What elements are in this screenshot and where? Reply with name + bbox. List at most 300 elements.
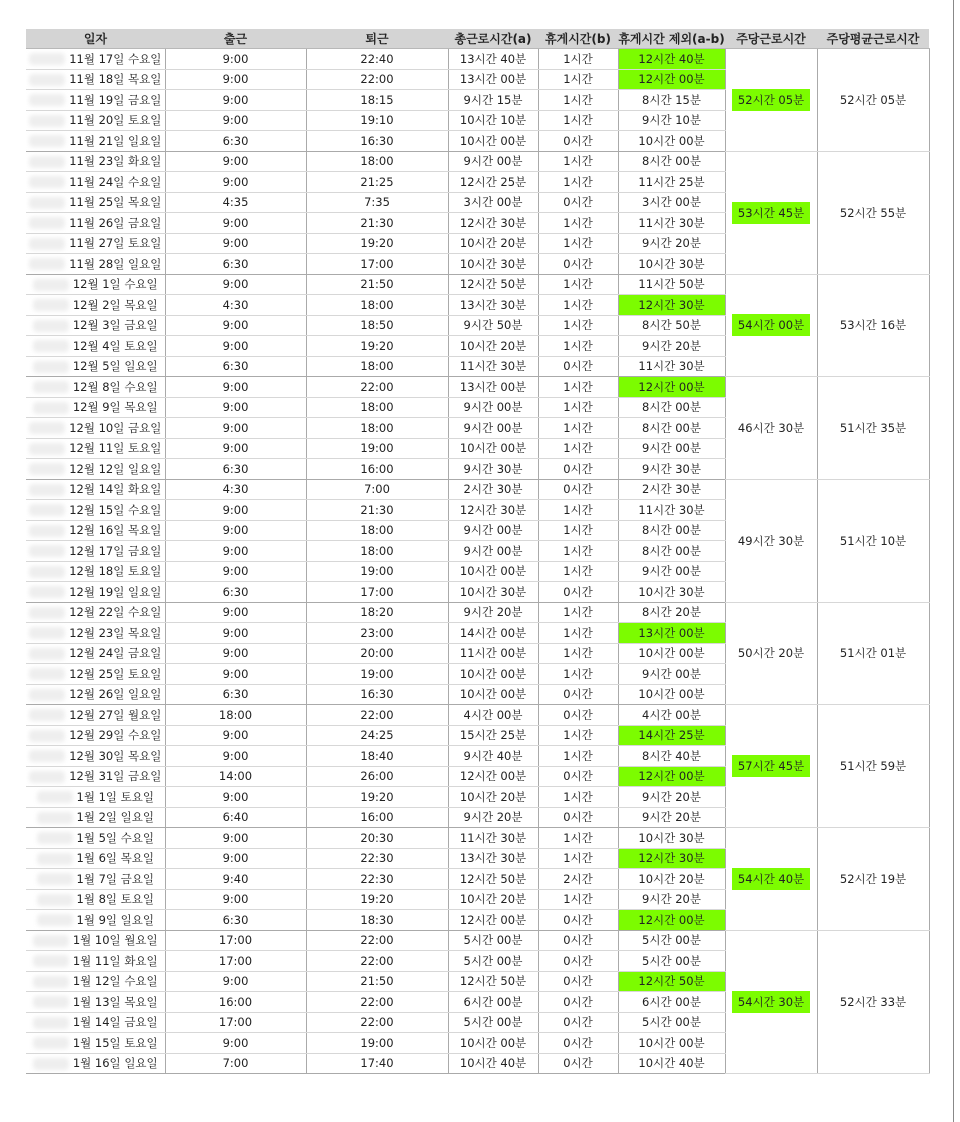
net-hours-cell: 12시간 30분 xyxy=(618,295,725,316)
date-text: 12월 1일 수요일 xyxy=(72,277,158,292)
total-hours-cell: 9시간 00분 xyxy=(448,418,538,439)
clock-out-cell: 22:00 xyxy=(306,69,448,90)
clock-out-cell: 21:25 xyxy=(306,172,448,193)
clock-out-cell: 17:00 xyxy=(306,582,448,603)
break-hours-cell: 2시간 xyxy=(538,869,618,890)
total-hours-cell: 12시간 50분 xyxy=(448,274,538,295)
clock-out-cell: 24:25 xyxy=(306,725,448,746)
clock-out-cell: 19:20 xyxy=(306,787,448,808)
total-hours-cell: 10시간 00분 xyxy=(448,561,538,582)
clock-out-cell: 22:00 xyxy=(306,705,448,726)
clock-out-cell: 19:20 xyxy=(306,889,448,910)
clock-out-cell: 20:30 xyxy=(306,828,448,849)
break-hours-cell: 0시간 xyxy=(538,930,618,951)
break-hours-cell: 0시간 xyxy=(538,807,618,828)
redacted-blur xyxy=(33,935,69,947)
date-cell xyxy=(26,377,165,398)
date-text: 12월 26일 일요일 xyxy=(69,687,162,702)
date-text: 1월 11일 화요일 xyxy=(72,953,158,968)
net-hours-cell: 12시간 40분 xyxy=(618,49,725,70)
date-text: 1월 12일 수요일 xyxy=(72,974,158,989)
net-hours-cell: 9시간 20분 xyxy=(618,787,725,808)
net-hours-cell: 10시간 30분 xyxy=(618,254,725,275)
date-text: 1월 2일 일요일 xyxy=(76,810,154,825)
clock-in-cell: 9:00 xyxy=(165,315,306,336)
redacted-blur xyxy=(29,545,65,557)
page-edge-line xyxy=(953,0,954,1122)
date-text: 12월 24일 금요일 xyxy=(69,646,162,661)
clock-in-cell: 9:00 xyxy=(165,848,306,869)
clock-in-cell: 9:00 xyxy=(165,500,306,521)
net-hours-cell: 9시간 10분 xyxy=(618,110,725,131)
clock-in-cell: 6:30 xyxy=(165,910,306,931)
date-cell xyxy=(26,541,165,562)
clock-in-cell: 9:00 xyxy=(165,643,306,664)
clock-in-cell: 9:40 xyxy=(165,869,306,890)
break-hours-cell: 1시간 xyxy=(538,315,618,336)
redacted-blur xyxy=(37,853,73,865)
clock-out-cell: 18:00 xyxy=(306,541,448,562)
net-hours-cell: 11시간 30분 xyxy=(618,213,725,234)
date-cell xyxy=(26,151,165,172)
total-hours-cell: 12시간 30분 xyxy=(448,213,538,234)
header-break: 휴게시간(b) xyxy=(538,29,618,49)
redacted-blur xyxy=(29,422,65,434)
net-hours-cell: 11시간 25분 xyxy=(618,172,725,193)
clock-out-cell: 19:10 xyxy=(306,110,448,131)
header-clock-in: 출근 xyxy=(165,29,306,49)
redacted-blur xyxy=(33,381,69,393)
break-hours-cell: 1시간 xyxy=(538,397,618,418)
break-hours-cell: 0시간 xyxy=(538,951,618,972)
table-row xyxy=(26,705,929,726)
weekly-hours-value: 50시간 20분 xyxy=(737,646,805,661)
redacted-blur xyxy=(29,443,65,455)
date-text: 1월 9일 일요일 xyxy=(76,912,154,927)
date-cell xyxy=(26,418,165,439)
date-text: 1월 16일 일요일 xyxy=(72,1056,158,1071)
date-text: 12월 2일 목요일 xyxy=(72,297,158,312)
clock-in-cell: 9:00 xyxy=(165,541,306,562)
clock-in-cell: 9:00 xyxy=(165,520,306,541)
total-hours-cell: 13시간 40분 xyxy=(448,49,538,70)
clock-out-cell: 18:00 xyxy=(306,356,448,377)
net-hours-cell: 3시간 00분 xyxy=(618,192,725,213)
net-hours-cell: 8시간 00분 xyxy=(618,418,725,439)
date-text: 1월 1일 토요일 xyxy=(76,789,154,804)
weekly-hours-value: 54시간 30분 xyxy=(732,991,810,1013)
clock-in-cell: 9:00 xyxy=(165,602,306,623)
clock-out-cell: 20:00 xyxy=(306,643,448,664)
redacted-blur xyxy=(29,115,65,127)
break-hours-cell: 1시간 xyxy=(538,848,618,869)
weekly-hours-cell xyxy=(725,377,817,480)
weekly-hours-cell xyxy=(725,930,817,1074)
net-hours-cell: 11시간 50분 xyxy=(618,274,725,295)
total-hours-cell: 9시간 00분 xyxy=(448,541,538,562)
date-text: 12월 9일 목요일 xyxy=(72,400,158,415)
work-hours-table xyxy=(26,29,930,1074)
redacted-blur xyxy=(29,730,65,742)
break-hours-cell: 0시간 xyxy=(538,1012,618,1033)
clock-in-cell: 7:00 xyxy=(165,1053,306,1074)
total-hours-cell: 9시간 20분 xyxy=(448,807,538,828)
clock-out-cell: 17:00 xyxy=(306,254,448,275)
total-hours-cell: 9시간 00분 xyxy=(448,397,538,418)
total-hours-cell: 9시간 40분 xyxy=(448,746,538,767)
date-cell xyxy=(26,828,165,849)
date-text: 12월 14일 화요일 xyxy=(69,482,162,497)
date-cell xyxy=(26,684,165,705)
weekly-average-cell: 51시간 59분 xyxy=(817,705,929,828)
weekly-hours-value: 46시간 30분 xyxy=(737,420,805,435)
clock-in-cell: 9:00 xyxy=(165,787,306,808)
net-hours-cell: 12시간 00분 xyxy=(618,377,725,398)
net-hours-cell: 8시간 00분 xyxy=(618,520,725,541)
date-cell xyxy=(26,664,165,685)
clock-in-cell: 9:00 xyxy=(165,1033,306,1054)
redacted-blur xyxy=(33,361,69,373)
net-hours-cell: 12시간 00분 xyxy=(618,910,725,931)
date-cell xyxy=(26,1053,165,1074)
date-cell xyxy=(26,479,165,500)
clock-in-cell: 9:00 xyxy=(165,110,306,131)
clock-in-cell: 18:00 xyxy=(165,705,306,726)
date-text: 11월 18일 목요일 xyxy=(69,72,162,87)
date-text: 12월 3일 금요일 xyxy=(72,318,158,333)
weekly-hours-cell xyxy=(725,602,817,705)
date-text: 12월 22일 수요일 xyxy=(69,605,162,620)
break-hours-cell: 0시간 xyxy=(538,582,618,603)
date-text: 12월 17일 금요일 xyxy=(69,543,162,558)
clock-out-cell: 22:00 xyxy=(306,992,448,1013)
clock-in-cell: 14:00 xyxy=(165,766,306,787)
clock-in-cell: 9:00 xyxy=(165,274,306,295)
date-cell xyxy=(26,623,165,644)
header-clock-out: 퇴근 xyxy=(306,29,448,49)
redacted-blur xyxy=(29,566,65,578)
total-hours-cell: 11시간 00분 xyxy=(448,643,538,664)
break-hours-cell: 1시간 xyxy=(538,172,618,193)
break-hours-cell: 0시간 xyxy=(538,356,618,377)
clock-out-cell: 22:00 xyxy=(306,951,448,972)
total-hours-cell: 13시간 30분 xyxy=(448,848,538,869)
date-cell xyxy=(26,438,165,459)
clock-out-cell: 18:20 xyxy=(306,602,448,623)
clock-in-cell: 16:00 xyxy=(165,992,306,1013)
weekly-hours-value: 54시간 40분 xyxy=(732,868,810,890)
total-hours-cell: 10시간 30분 xyxy=(448,582,538,603)
total-hours-cell: 9시간 00분 xyxy=(448,520,538,541)
break-hours-cell: 1시간 xyxy=(538,541,618,562)
date-text: 12월 15일 수요일 xyxy=(69,502,162,517)
weekly-hours-cell xyxy=(725,151,817,274)
break-hours-cell: 1시간 xyxy=(538,233,618,254)
date-cell xyxy=(26,172,165,193)
clock-out-cell: 19:00 xyxy=(306,664,448,685)
break-hours-cell: 1시간 xyxy=(538,623,618,644)
date-cell xyxy=(26,889,165,910)
break-hours-cell: 0시간 xyxy=(538,459,618,480)
weekly-average-cell: 51시간 01분 xyxy=(817,602,929,705)
net-hours-cell: 5시간 00분 xyxy=(618,930,725,951)
clock-out-cell: 19:00 xyxy=(306,561,448,582)
net-hours-cell: 10시간 00분 xyxy=(618,643,725,664)
date-cell xyxy=(26,1012,165,1033)
total-hours-cell: 9시간 15분 xyxy=(448,90,538,111)
net-hours-cell: 8시간 00분 xyxy=(618,397,725,418)
weekly-hours-cell xyxy=(725,705,817,828)
weekly-hours-value: 52시간 05분 xyxy=(732,89,810,111)
total-hours-cell: 11시간 30분 xyxy=(448,356,538,377)
date-cell xyxy=(26,110,165,131)
date-text: 1월 15일 토요일 xyxy=(72,1035,158,1050)
weekly-hours-value: 53시간 45분 xyxy=(732,202,810,224)
clock-in-cell: 9:00 xyxy=(165,971,306,992)
date-text: 1월 6일 목요일 xyxy=(76,851,154,866)
date-cell xyxy=(26,69,165,90)
net-hours-cell: 9시간 00분 xyxy=(618,438,725,459)
date-text: 12월 29일 수요일 xyxy=(69,728,162,743)
date-text: 11월 23일 화요일 xyxy=(69,154,162,169)
header-total: 총근로시간(a) xyxy=(448,29,538,49)
clock-in-cell: 6:30 xyxy=(165,684,306,705)
redacted-blur xyxy=(29,258,65,270)
clock-in-cell: 17:00 xyxy=(165,1012,306,1033)
header-date: 일자 xyxy=(26,29,165,49)
clock-in-cell: 17:00 xyxy=(165,951,306,972)
net-hours-cell: 9시간 30분 xyxy=(618,459,725,480)
redacted-blur xyxy=(33,320,69,332)
clock-in-cell: 9:00 xyxy=(165,377,306,398)
clock-out-cell: 22:40 xyxy=(306,49,448,70)
clock-in-cell: 6:30 xyxy=(165,131,306,152)
total-hours-cell: 3시간 00분 xyxy=(448,192,538,213)
break-hours-cell: 1시간 xyxy=(538,295,618,316)
break-hours-cell: 1시간 xyxy=(538,274,618,295)
total-hours-cell: 10시간 30분 xyxy=(448,254,538,275)
clock-out-cell: 16:00 xyxy=(306,459,448,480)
break-hours-cell: 1시간 xyxy=(538,377,618,398)
redacted-blur xyxy=(37,832,73,844)
break-hours-cell: 0시간 xyxy=(538,131,618,152)
total-hours-cell: 13시간 00분 xyxy=(448,69,538,90)
clock-out-cell: 21:30 xyxy=(306,500,448,521)
weekly-average-cell: 53시간 16분 xyxy=(817,274,929,377)
net-hours-cell: 10시간 00분 xyxy=(618,131,725,152)
redacted-blur xyxy=(33,299,69,311)
clock-out-cell: 19:20 xyxy=(306,233,448,254)
table-row xyxy=(26,479,929,500)
weekly-hours-value: 49시간 30분 xyxy=(737,533,805,548)
clock-out-cell: 18:00 xyxy=(306,151,448,172)
table-row xyxy=(26,274,929,295)
break-hours-cell: 0시간 xyxy=(538,192,618,213)
total-hours-cell: 13시간 30분 xyxy=(448,295,538,316)
break-hours-cell: 1시간 xyxy=(538,664,618,685)
date-text: 12월 4일 토요일 xyxy=(72,338,158,353)
redacted-blur xyxy=(29,525,65,537)
clock-in-cell: 9:00 xyxy=(165,336,306,357)
date-text: 12월 30일 목요일 xyxy=(69,748,162,763)
date-cell xyxy=(26,315,165,336)
date-cell xyxy=(26,725,165,746)
net-hours-cell: 9시간 20분 xyxy=(618,807,725,828)
redacted-blur xyxy=(37,873,73,885)
clock-in-cell: 6:40 xyxy=(165,807,306,828)
date-cell xyxy=(26,910,165,931)
net-hours-cell: 12시간 00분 xyxy=(618,69,725,90)
redacted-blur xyxy=(33,976,69,988)
break-hours-cell: 1시간 xyxy=(538,90,618,111)
clock-out-cell: 7:35 xyxy=(306,192,448,213)
total-hours-cell: 9시간 50분 xyxy=(448,315,538,336)
net-hours-cell: 8시간 00분 xyxy=(618,151,725,172)
total-hours-cell: 10시간 20분 xyxy=(448,787,538,808)
clock-in-cell: 9:00 xyxy=(165,151,306,172)
clock-in-cell: 9:00 xyxy=(165,828,306,849)
clock-out-cell: 19:00 xyxy=(306,438,448,459)
net-hours-cell: 9시간 00분 xyxy=(618,561,725,582)
weekly-average-cell: 52시간 55분 xyxy=(817,151,929,274)
clock-out-cell: 22:00 xyxy=(306,1012,448,1033)
redacted-blur xyxy=(29,648,65,660)
table-row xyxy=(26,828,929,849)
redacted-blur xyxy=(29,176,65,188)
clock-in-cell: 17:00 xyxy=(165,930,306,951)
clock-out-cell: 16:30 xyxy=(306,131,448,152)
date-text: 12월 19일 일요일 xyxy=(69,584,162,599)
net-hours-cell: 5시간 00분 xyxy=(618,951,725,972)
redacted-blur xyxy=(33,1058,69,1070)
total-hours-cell: 12시간 25분 xyxy=(448,172,538,193)
total-hours-cell: 10시간 20분 xyxy=(448,233,538,254)
clock-in-cell: 9:00 xyxy=(165,664,306,685)
total-hours-cell: 10시간 00분 xyxy=(448,1033,538,1054)
weekly-hours-cell xyxy=(725,49,817,152)
clock-in-cell: 4:35 xyxy=(165,192,306,213)
date-cell xyxy=(26,274,165,295)
total-hours-cell: 5시간 00분 xyxy=(448,1012,538,1033)
total-hours-cell: 12시간 50분 xyxy=(448,869,538,890)
total-hours-cell: 10시간 10분 xyxy=(448,110,538,131)
total-hours-cell: 12시간 00분 xyxy=(448,766,538,787)
date-cell xyxy=(26,602,165,623)
clock-in-cell: 4:30 xyxy=(165,479,306,500)
clock-in-cell: 9:00 xyxy=(165,69,306,90)
net-hours-cell: 9시간 20분 xyxy=(618,233,725,254)
net-hours-cell: 11시간 30분 xyxy=(618,356,725,377)
table-row xyxy=(26,930,929,951)
date-text: 12월 23일 목요일 xyxy=(69,625,162,640)
clock-out-cell: 19:00 xyxy=(306,1033,448,1054)
total-hours-cell: 5시간 00분 xyxy=(448,951,538,972)
redacted-blur xyxy=(29,771,65,783)
break-hours-cell: 0시간 xyxy=(538,479,618,500)
total-hours-cell: 10시간 00분 xyxy=(448,684,538,705)
clock-out-cell: 16:30 xyxy=(306,684,448,705)
net-hours-cell: 10시간 20분 xyxy=(618,869,725,890)
date-text: 11월 19일 금요일 xyxy=(69,92,162,107)
total-hours-cell: 10시간 00분 xyxy=(448,438,538,459)
weekly-hours-cell xyxy=(725,479,817,602)
date-text: 11월 24일 수요일 xyxy=(69,174,162,189)
net-hours-cell: 8시간 15분 xyxy=(618,90,725,111)
total-hours-cell: 10시간 00분 xyxy=(448,664,538,685)
clock-in-cell: 6:30 xyxy=(165,459,306,480)
clock-in-cell: 9:00 xyxy=(165,49,306,70)
clock-out-cell: 17:40 xyxy=(306,1053,448,1074)
date-cell xyxy=(26,459,165,480)
net-hours-cell: 5시간 00분 xyxy=(618,1012,725,1033)
date-text: 12월 25일 토요일 xyxy=(69,666,162,681)
total-hours-cell: 2시간 30분 xyxy=(448,479,538,500)
header-row xyxy=(26,29,929,49)
break-hours-cell: 0시간 xyxy=(538,910,618,931)
break-hours-cell: 1시간 xyxy=(538,889,618,910)
net-hours-cell: 10시간 00분 xyxy=(618,684,725,705)
net-hours-cell: 9시간 20분 xyxy=(618,336,725,357)
net-hours-cell: 9시간 00분 xyxy=(618,664,725,685)
date-cell xyxy=(26,90,165,111)
weekly-average-cell: 52시간 19분 xyxy=(817,828,929,931)
date-cell xyxy=(26,49,165,70)
clock-in-cell: 9:00 xyxy=(165,397,306,418)
total-hours-cell: 12시간 30분 xyxy=(448,500,538,521)
clock-in-cell: 6:30 xyxy=(165,356,306,377)
redacted-blur xyxy=(29,484,65,496)
date-cell xyxy=(26,951,165,972)
date-text: 11월 17일 수요일 xyxy=(69,51,162,66)
break-hours-cell: 1시간 xyxy=(538,602,618,623)
clock-out-cell: 22:30 xyxy=(306,869,448,890)
break-hours-cell: 1시간 xyxy=(538,746,618,767)
clock-out-cell: 18:00 xyxy=(306,397,448,418)
break-hours-cell: 1시간 xyxy=(538,500,618,521)
date-cell xyxy=(26,1033,165,1054)
total-hours-cell: 14시간 00분 xyxy=(448,623,538,644)
date-text: 12월 27일 월요일 xyxy=(69,707,162,722)
date-text: 12월 10일 금요일 xyxy=(69,420,162,435)
net-hours-cell: 2시간 30분 xyxy=(618,479,725,500)
redacted-blur xyxy=(29,197,65,209)
redacted-blur xyxy=(29,94,65,106)
date-cell xyxy=(26,561,165,582)
break-hours-cell: 0시간 xyxy=(538,254,618,275)
table-body xyxy=(26,49,929,1074)
net-hours-cell: 4시간 00분 xyxy=(618,705,725,726)
break-hours-cell: 1시간 xyxy=(538,520,618,541)
date-cell xyxy=(26,131,165,152)
redacted-blur xyxy=(29,586,65,598)
total-hours-cell: 13시간 00분 xyxy=(448,377,538,398)
net-hours-cell: 13시간 00분 xyxy=(618,623,725,644)
redacted-blur xyxy=(29,504,65,516)
clock-out-cell: 21:50 xyxy=(306,274,448,295)
clock-in-cell: 9:00 xyxy=(165,233,306,254)
net-hours-cell: 6시간 00분 xyxy=(618,992,725,1013)
break-hours-cell: 1시간 xyxy=(538,787,618,808)
clock-in-cell: 9:00 xyxy=(165,213,306,234)
header-weekly: 주당근로시간 xyxy=(725,29,817,49)
date-cell xyxy=(26,705,165,726)
break-hours-cell: 1시간 xyxy=(538,49,618,70)
total-hours-cell: 5시간 00분 xyxy=(448,930,538,951)
weekly-average-cell: 52시간 33분 xyxy=(817,930,929,1074)
redacted-blur xyxy=(29,607,65,619)
redacted-blur xyxy=(33,955,69,967)
date-text: 12월 16일 목요일 xyxy=(69,523,162,538)
